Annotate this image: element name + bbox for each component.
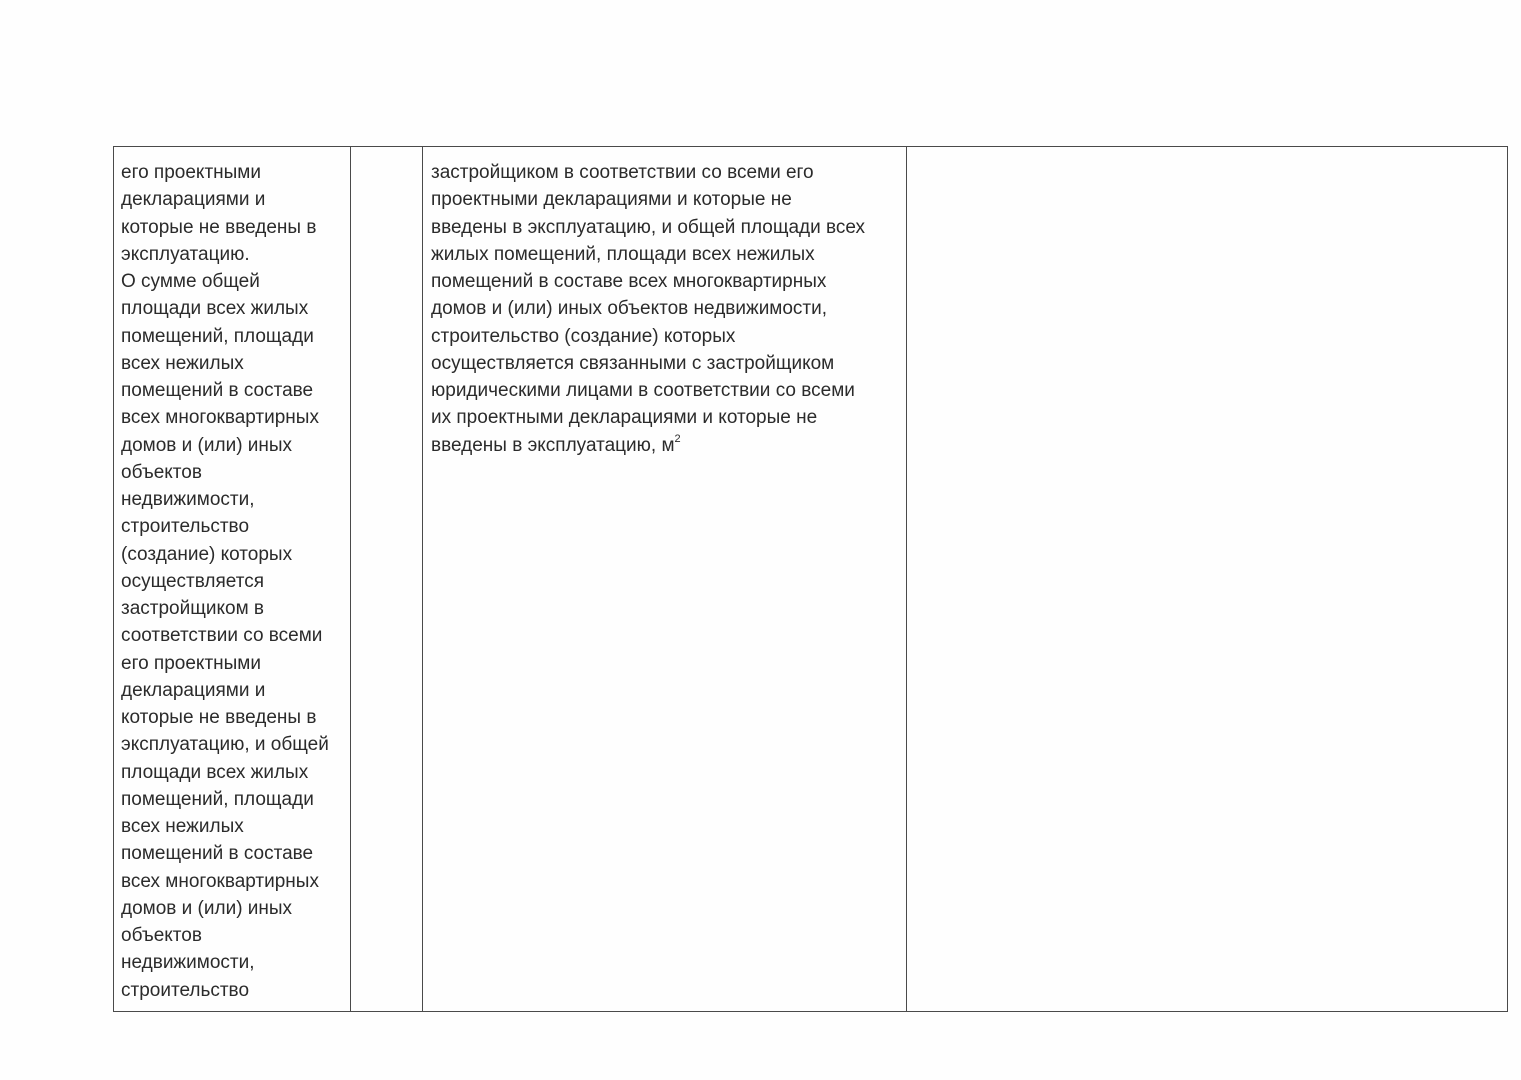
- unit-superscript: 2: [674, 432, 681, 445]
- cell-indicator-text: [423, 147, 906, 459]
- table-cell-value: [907, 147, 1508, 1012]
- table-cell-number: [351, 147, 423, 1012]
- table-row: [114, 147, 1508, 1012]
- cell-description-text: его проектными декларациями и которые не введены в эксплуатацию. О сумме общей площади всех жилых помещений, площади всех нежилых помещений в составе всех многоквартирных домов и (или) иных объектов недвижимости, строительство (создание) которых осуществляется застройщиком в соответствии со всеми его проектными декларациями и которые не введены в эксплуатацию, и общей площади всех жилых помещений, площади всех нежилых помещений в составе всех многоквартирных домов и (или) иных объектов недвижимости, строительство: [121, 162, 329, 1001]
- document-table: [113, 146, 1508, 1012]
- table-cell-description: [114, 147, 351, 1012]
- table-cell-indicator: [423, 147, 907, 1012]
- cell-indicator-body: застройщиком в соответствии со всеми его проектными декларациями и которые не введены в эксплуатацию, и общей площади всех жилых помещений, площади всех нежилых помещений в составе всех многоквартирных домов и (или) иных объектов недвижимости, строительство (создание) которых осуществляется связанными с застройщиком юридическими лицами в соответствии со всеми их проектными декларациями и которые не введены в эксплуатацию, м: [431, 162, 866, 456]
